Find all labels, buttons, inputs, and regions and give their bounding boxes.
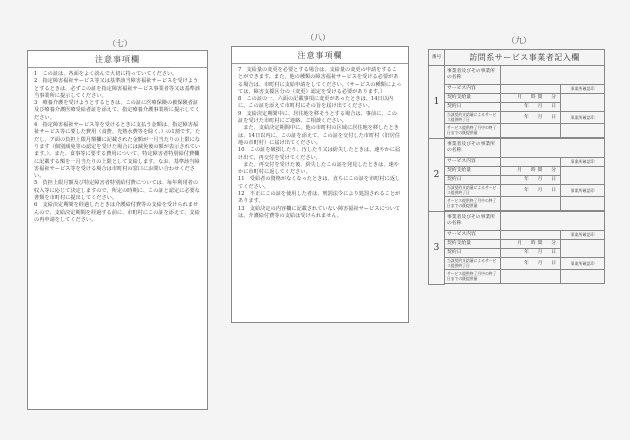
provided-amount-value: [501, 270, 561, 284]
end-date-unit: 年 月 日: [501, 112, 561, 124]
end-date-label: 当該契約支給量によるサービス提供終了日: [445, 258, 501, 270]
service-label: サービス内容: [445, 158, 501, 167]
end-date-unit: 年 月 日: [501, 258, 561, 270]
stamp-area: [561, 94, 605, 112]
end-date-label: 当該契約支給量によるサービス提供終了日: [445, 185, 501, 197]
notes-title-middle: 注意事項欄: [232, 47, 408, 64]
note-item: 9 支給決定期間中に、居住地を移そうとする場合は、事前に、この証を受けた市町村にご連絡、ご相談ください。: [238, 110, 397, 125]
contract-date-label: 契約日: [445, 176, 501, 185]
note-item: 8 この証の一、六面の記載事項に変更があったときは、14日以内に、この証を添えて市町村にその旨を届け出てください。: [238, 96, 394, 110]
spacer: [445, 284, 605, 285]
note-item: 11 受給者の資格がなくなったときは、直ちにこの証を市町村に返してください。: [238, 176, 401, 190]
note-item: 7 支給量の変更を必要とする場合は、支給量の変更の申請をすることができます。また、他の種類の障害福祉サービスを受ける必要がある場合は、市町村に支給申請をしてください。（サービスの種類によっては、障害支援区分の（変更）認定を受ける必要があります。）: [238, 67, 402, 95]
note-item: 10 この証を破損したり、汚したり又は紛失したときは、速やかに届け出て、再交付を受けてください。: [238, 147, 401, 161]
contract-date-unit: 年 月 日: [501, 249, 561, 258]
provided-amount-label: サービス提供終了月中の終了日までの既提供量: [445, 124, 501, 138]
note-item: 2 指定障害福祉サービス等又は基準該当障害福祉サービスを受けようとするときは、必ずこの証を指定障害福祉サービス事業者等又は基準該当事業所に提示してください。: [34, 78, 201, 99]
provided-amount-label: サービス提供終了月中の終了日までの既提供量: [445, 197, 501, 211]
provider-name-label: 事業者及びその事業所の名称: [445, 139, 501, 158]
stamp-label: 事業所確認印: [561, 85, 605, 94]
visit-service-record-table: [428, 49, 605, 285]
note-item: 3 療養介護を受けようとするときは、この証に医療保険の被保険者証及び療養介護医療受給者証を添えて、指定療養介護事業所に提示してください。: [34, 100, 200, 121]
note-item: 4 指定障害福祉サービス等を受けるときに支払う金額は、指定障害福祉サービス等に要した費用（食費、光熱水費等を除く。）の1割です。ただし、ア面の負担上限月額欄に記載された金額が一月当たりの上限になります（個別減免等の認定を受けた場合には減免後の額が表示されています。）。また、食事等に要する費用について、特定障害者特別給付費欄に記載する額を一月当たりの上限として支給します。なお、基準該当障害福祉サービス等を受ける場合は市町村の窓口にお問い合わせください。: [34, 122, 201, 180]
provided-amount-value: [501, 124, 561, 138]
end-date-label: 当該契約支給量によるサービス提供終了日: [445, 112, 501, 124]
note-item: 13 支給決定の内容欄に記載されていない障害福祉サービスについては、介護給付費等の支給は受けられません。: [238, 205, 401, 219]
entry-number: 2: [429, 139, 445, 212]
contract-date-unit: 年 月 日: [501, 103, 561, 112]
note-item: 12 不正にこの証を使用した者は、刑罰法令により処罰されることがあります。: [238, 191, 401, 205]
provider-name-value: [501, 212, 605, 231]
stamp-label: 事業所確認印: [561, 258, 605, 270]
note-item: 6 支給決定期間を経過したときは介護給付費等の支給を受けられませんので、支給決定期間を経過する前に、市町村にこの証を添えて、支給の再申請をしてください。: [34, 202, 200, 223]
note-item: 5 負担上限月額及び特定障害者特別給付費については、毎年利用者の収入等に応じて決定しますので、所定の時期に、この証と認定に必要な書類を市町村に提出してください。: [34, 180, 200, 202]
end-date-unit: 年 月 日: [501, 185, 561, 197]
stamp-area: [561, 270, 605, 284]
provider-name-label: 事業者及びその事業所の名称: [445, 212, 501, 231]
notes-list-middle: [232, 64, 408, 222]
page-number-left: （七）: [108, 39, 132, 48]
amount-label: 契約支給量: [445, 94, 501, 103]
contract-date-unit: 年 月 日: [501, 176, 561, 185]
stamp-area: [561, 124, 605, 138]
page-number-middle: （八）: [306, 33, 330, 42]
stamp-label: 事業所確認印: [561, 231, 605, 240]
service-label: サービス内容: [445, 85, 501, 94]
notes-panel-left: [27, 50, 208, 410]
stamp-label: 事業所確認印: [561, 185, 605, 197]
provider-name-label: 事業者及びその事業所の名称: [445, 66, 501, 85]
entry-number: 1: [429, 66, 445, 139]
amount-label: 契約支給量: [445, 167, 501, 176]
provider-name-value: [501, 139, 605, 158]
stamp-area: [561, 197, 605, 211]
amount-unit: 月 時間 分: [501, 240, 561, 249]
note-item: また、再交付を受けた後、紛失したこの証を発見したときは、速やかに市町村に返してください。: [238, 161, 399, 176]
amount-unit: 月 時間 分: [501, 94, 561, 103]
page-number-right: （九）: [507, 36, 531, 45]
note-item: 1 この証は、各面をよく読んで大切に持っていてください。: [34, 71, 178, 77]
service-value: [501, 85, 561, 94]
number-header: 番号: [429, 50, 445, 66]
visit-service-record-panel: [428, 49, 604, 327]
stamp-area: [561, 167, 605, 185]
provided-amount-label: サービス提供終了月中の終了日までの既提供量: [445, 270, 501, 284]
entry-number: 3: [429, 212, 445, 285]
stamp-label: 事業所確認印: [561, 158, 605, 167]
record-title: 訪問系サービス事業者記入欄: [445, 50, 605, 66]
notes-panel-middle: [231, 46, 409, 323]
service-label: サービス内容: [445, 231, 501, 240]
note-item: また、支給決定期間中に、他の市町村の区域に居住地を移したときは、14日以内に、この証を添えて、この証を交付した市町村（旧居住地の市町村）に届け出てください。: [238, 125, 401, 146]
service-value: [501, 158, 561, 167]
stamp-label: 事業所確認印: [561, 112, 605, 124]
service-value: [501, 231, 561, 240]
notes-title-left: 注意事項欄: [28, 51, 207, 68]
contract-date-label: 契約日: [445, 103, 501, 112]
stamp-area: [561, 240, 605, 258]
amount-label: 契約支給量: [445, 240, 501, 249]
provided-amount-value: [501, 197, 561, 211]
contract-date-label: 契約日: [445, 249, 501, 258]
provider-name-value: [501, 66, 605, 85]
notes-list-left: [28, 68, 207, 226]
amount-unit: 月 時間 分: [501, 167, 561, 176]
